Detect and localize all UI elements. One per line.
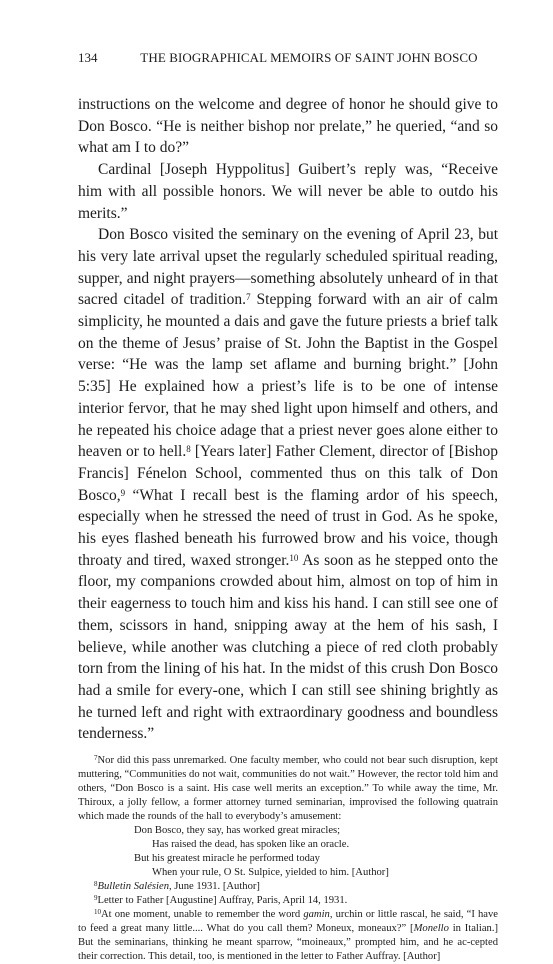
paragraph-3-part-d: “What I recall best is the flaming ardor of his speech, especially when he stressed the need of trust in God. As he spoke, his eyes flashed beneath his furrowed brow and his voice, though throaty and tired, waxed stronger.	[78, 486, 498, 569]
quatrain	[134, 824, 498, 880]
footnote-10-gamin: gamin	[303, 909, 330, 921]
footnote-7-mark: 7	[94, 754, 98, 763]
paragraph-3-part-e: As soon as he stepped onto the floor, my companions crowded about him, almost on top of him in their eagerness to touch him and kiss his hand. I can still see one of them, scissors in hand, snipping away at the hem of his sash, I believe, while another was clutching a piece of red cloth probably torn from the lining of his hat. In the midst of this crush Don Bosco had a smile for every-one, which I can still see shining brightly as he turned left and right with extraordinary goodness and boundless tenderness.”	[78, 551, 498, 743]
footnote-9-mark: 9	[94, 894, 98, 903]
footnote-10	[78, 908, 498, 964]
main-text	[78, 94, 498, 745]
paragraph-1: instructions on the welcome and degree of honor he should give to Don Bosco. “He is neither bishop nor prelate,” he queried, “and so what am I to do?”	[78, 96, 498, 157]
footnote-8-mark: 8	[94, 880, 98, 889]
footnote-10-text-b: , urchin or little rascal, he said, “I have to feed a great many little.... What do you call them? Moneux, moneaux?” [	[78, 909, 498, 935]
footnote-ref-9: 9	[120, 487, 126, 498]
footnote-ref-7: 7	[246, 292, 251, 303]
footnote-ref-8: 8	[186, 444, 191, 455]
footnote-7-text: Nor did this pass unremarked. One faculty member, who could not bear such disruption, kept muttering, “Communities do not wait, communities do not wait.” However, the rector told him and others, “Don Bosco is a saint. His case well merits an exception.” To while away the time, Mr. Thiroux, a jolly fellow, a former attorney turned seminarian, improvised the following quatrain which made the rounds of the hall to everybody’s amusement:	[78, 755, 498, 823]
footnote-10-text-c: in Italian.] But the seminarians, thinking he meant sparrow, “moineaux,” prompted him, and he ac-cepted their correction. This detail, too, is mentioned in the letter to Father Auffray. [Author]	[78, 923, 498, 963]
quatrain-line-4: When your rule, O St. Sulpice, yielded to him. [Author]	[152, 867, 389, 879]
running-header	[78, 50, 498, 66]
footnote-8	[78, 880, 498, 894]
quatrain-line-2: Has raised the dead, has spoken like an oracle.	[152, 839, 350, 851]
footnote-ref-10: 10	[289, 552, 299, 563]
quatrain-line-3: But his greatest miracle he performed today	[134, 853, 320, 865]
paragraph-3-part-b: Stepping forward with an air of calm simplicity, he mounted a dais and gave the future priests a brief talk on the theme of Jesus’ praise of St. John the Baptist in the Gospel verse: “He was the lamp set aflame and burning bright.” [John 5:35] He explained how a priest’s life is to be one of intense interior fervor, that he may shed light upon himself and others, and he repeated his choice adage that a priest never goes alone either to heaven or to hell.	[78, 291, 498, 461]
paragraph-3-part-a: Don Bosco visited the seminary on the evening of April 23, but his very late arrival upset the regularly scheduled spiritual reading, supper, and night prayers—something absolutely unheard of in that sacred citadel of tradition.	[78, 226, 498, 309]
book-page	[78, 50, 498, 964]
footnote-10-text-a: At one moment, unable to remember the word	[101, 909, 304, 921]
paragraph-3	[78, 224, 498, 745]
footnote-8-text: , June 1931. [Author]	[169, 881, 260, 893]
footnote-10-monello: Monello	[413, 923, 449, 935]
running-title: THE BIOGRAPHICAL MEMOIRS OF SAINT JOHN BOSCO	[140, 50, 478, 65]
footnote-10-mark: 10	[94, 908, 101, 917]
footnote-9	[78, 894, 498, 908]
footnote-7	[78, 754, 498, 824]
footnotes	[78, 754, 498, 964]
paragraph-2: Cardinal [Joseph Hyppolitus] Guibert’s reply was, “Receive him with all possible honors. We will never be able to outdo his merits.”	[78, 161, 498, 222]
paragraph-3-part-c: [Years later] Father Clement, director of [Bishop Francis] Fénelon School, commented thus on this talk of Don Bosco,	[78, 443, 498, 504]
footnote-8-title: Bulletin Salésien	[97, 881, 169, 893]
page-number: 134	[78, 50, 98, 65]
footnote-9-text: Letter to Father [Augustine] Auffray, Paris, April 14, 1931.	[97, 895, 348, 907]
quatrain-line-1: Don Bosco, they say, has worked great miracles;	[134, 825, 341, 837]
